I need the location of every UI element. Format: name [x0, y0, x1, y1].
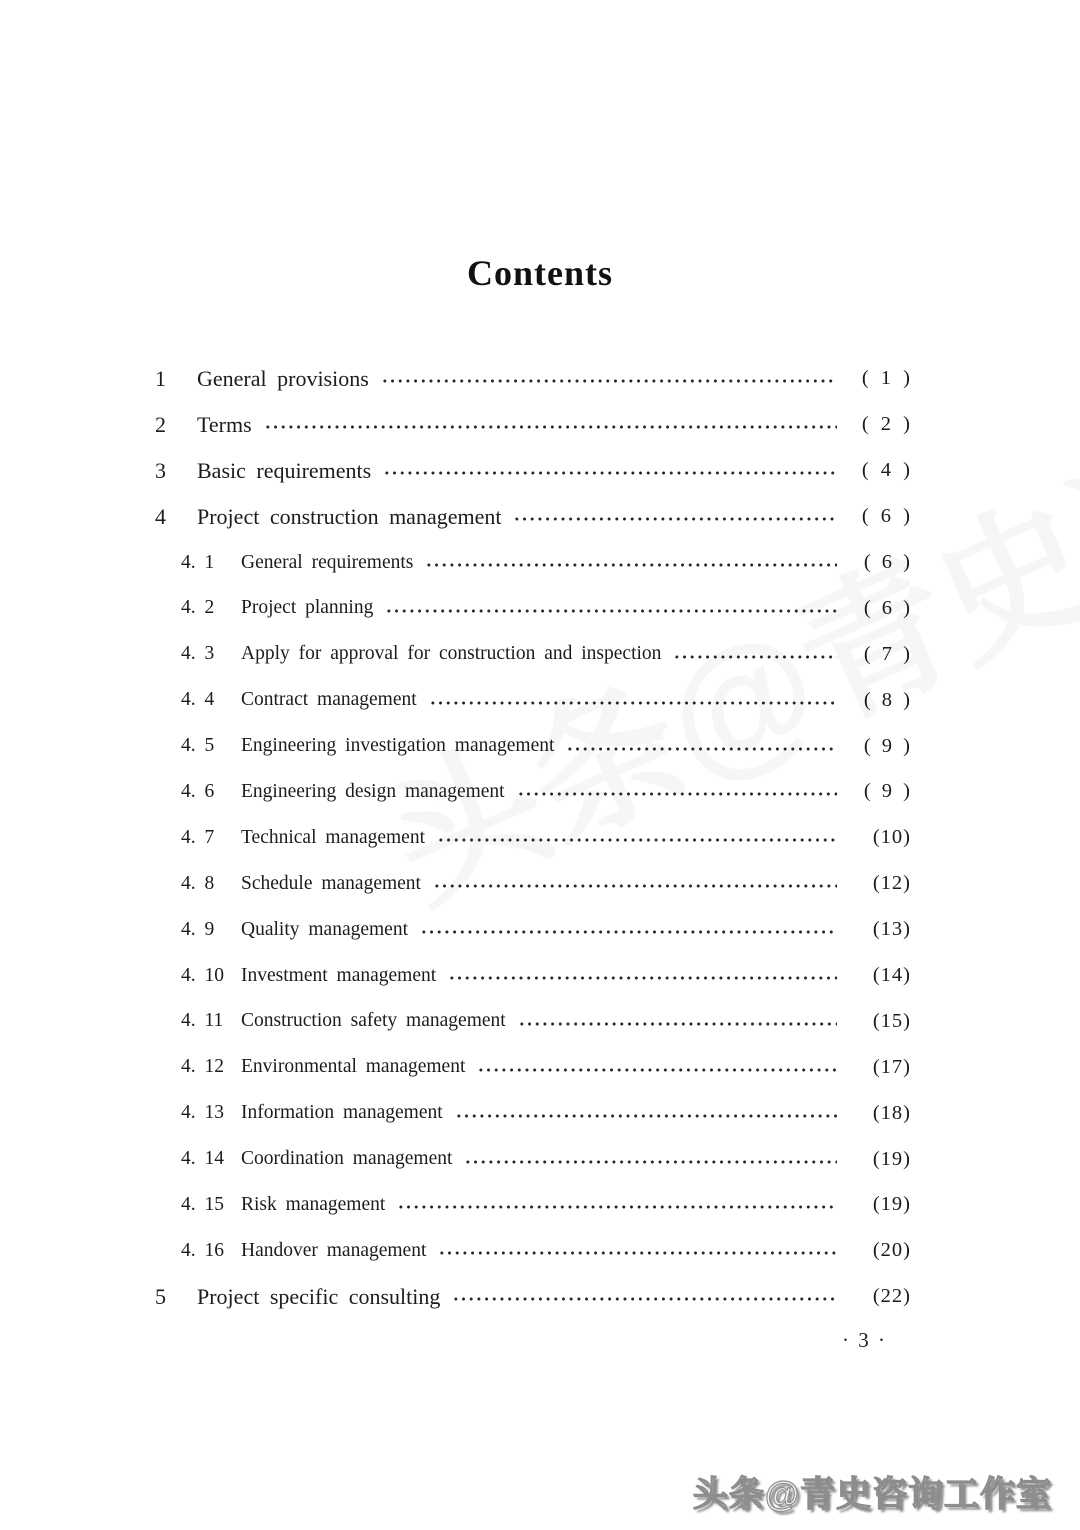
toc-entry-number: 4. 15	[181, 1193, 224, 1215]
toc-entry-page: (10)	[872, 826, 911, 849]
toc-entry-page: ( 8 )	[863, 688, 911, 711]
toc-entry-page: (20)	[872, 1239, 911, 1262]
toc-entry-title: Handover management	[241, 1239, 427, 1261]
toc-entry	[155, 356, 911, 402]
dot-leader	[437, 815, 837, 861]
toc-entry-title: Risk management	[241, 1193, 386, 1215]
toc-entry-title: Technical management	[241, 826, 426, 848]
toc-entry-title: Schedule management	[241, 872, 421, 894]
toc-entry-number: 4. 13	[181, 1102, 224, 1124]
toc-entry-number: 4. 2	[181, 597, 215, 619]
dot-leader	[420, 907, 837, 953]
dot-leader	[264, 402, 837, 448]
toc-entry-page: ( 7 )	[863, 642, 911, 665]
toc-entry-title: Terms	[197, 411, 252, 437]
toc-entry-page: (19)	[872, 1193, 911, 1216]
toc-entry-title: Apply for approval for construction and inspection	[241, 643, 662, 665]
toc-entry	[155, 631, 911, 677]
toc-entry	[155, 540, 911, 586]
toc-entry-number: 4. 14	[181, 1148, 224, 1170]
toc-entry-page: (22)	[872, 1285, 911, 1308]
dot-leader	[566, 723, 837, 769]
toc-entry-page: ( 6 )	[863, 551, 911, 573]
toc-entry	[155, 494, 911, 540]
toc-entry-number: 4. 1	[181, 551, 215, 573]
toc-entry-title: Investment management	[241, 964, 437, 986]
toc-entry-page: ( 9 )	[863, 734, 911, 757]
toc-entry	[155, 769, 911, 815]
toc-entry-number: 1	[155, 365, 166, 391]
dot-leader	[385, 585, 837, 631]
toc-entry	[155, 953, 911, 999]
toc-entry-number: 3	[155, 457, 166, 483]
toc-entry-title: Environmental management	[241, 1056, 466, 1078]
toc-entry	[155, 1090, 911, 1136]
toc-entry-title: General requirements	[241, 551, 414, 573]
toc-entry	[155, 585, 911, 631]
toc-entry-title: Project specific consulting	[197, 1283, 441, 1309]
toc-entry-number: 4	[155, 503, 166, 529]
toc-entry-title: Coordination management	[241, 1148, 453, 1170]
toc-entry	[155, 861, 911, 907]
toc-entry	[155, 402, 911, 448]
dot-leader	[381, 356, 837, 402]
toc-entry-page: ( 4 )	[861, 459, 911, 482]
dot-leader	[433, 861, 837, 907]
dot-leader	[513, 494, 837, 540]
toc-entry	[155, 907, 911, 953]
toc-entry-title: Project planning	[241, 597, 374, 619]
toc-entry-page: ( 2 )	[861, 413, 911, 436]
dot-leader	[673, 631, 837, 677]
toc-entry-number: 4. 8	[181, 872, 215, 894]
page-number: · 3 ·	[842, 1328, 887, 1352]
toc-entry-page: ( 6 )	[861, 505, 911, 528]
toc-entry-page: ( 6 )	[863, 596, 911, 619]
toc-entry-title: Basic requirements	[197, 457, 372, 483]
toc-entry	[155, 677, 911, 723]
toc-entry-number: 4. 12	[181, 1056, 224, 1078]
toc-entry-number: 4. 10	[181, 964, 224, 986]
corner-watermark: 头条@青史咨询工作室	[692, 1475, 1052, 1514]
toc-entry	[155, 723, 911, 769]
toc-entry	[155, 1044, 911, 1090]
toc-entry-number: 4. 3	[181, 643, 215, 665]
toc-entry-title: Information management	[241, 1102, 443, 1124]
toc-entry-title: Engineering investigation management	[241, 735, 555, 757]
toc-entry-page: ( 1 )	[861, 367, 911, 390]
toc-entry-number: 4. 16	[181, 1239, 224, 1261]
toc-entry-number: 4. 7	[181, 826, 215, 848]
dot-leader	[429, 677, 837, 723]
toc-entry-title: Project construction management	[197, 503, 502, 529]
dot-leader	[464, 1136, 837, 1182]
toc-entry-number: 4. 9	[181, 918, 215, 940]
toc-entry-page: (18)	[872, 1101, 911, 1124]
toc-entry	[155, 448, 911, 494]
toc-entry-title: General provisions	[197, 365, 369, 391]
toc-entry-page: (17)	[872, 1055, 911, 1078]
dot-leader	[517, 769, 837, 815]
toc-entry-title: Engineering design management	[241, 780, 505, 802]
dot-leader	[438, 1228, 837, 1274]
contents-title: Contents	[466, 253, 613, 294]
toc-entry	[155, 1136, 911, 1182]
toc-entry-number: 4. 11	[181, 1010, 224, 1032]
toc-entry-number: 2	[155, 411, 166, 437]
toc-entry-title: Contract management	[241, 689, 417, 711]
toc-entry-number: 4. 4	[181, 689, 215, 711]
dot-leader	[455, 1090, 837, 1136]
dot-leader	[425, 540, 837, 586]
toc-entry	[155, 1274, 911, 1320]
dot-leader	[383, 448, 837, 494]
toc-entry-page: (14)	[872, 964, 911, 987]
toc-entry-number: 4. 5	[181, 735, 215, 757]
toc-entry-page: (15)	[872, 1009, 911, 1032]
toc-entry-title: Quality management	[241, 918, 408, 940]
toc-entry	[155, 1228, 911, 1274]
dot-leader	[477, 1044, 837, 1090]
table-of-contents	[155, 356, 911, 1320]
toc-entry-page: ( 9 )	[863, 780, 911, 803]
dot-leader	[397, 1182, 837, 1228]
toc-entry-page: (12)	[872, 872, 911, 895]
toc-entry	[155, 815, 911, 861]
dot-leader	[518, 998, 837, 1044]
toc-entry-number: 4. 6	[181, 780, 215, 802]
toc-entry-page: (19)	[872, 1147, 911, 1170]
dot-leader	[452, 1274, 837, 1320]
toc-entry	[155, 998, 911, 1044]
toc-entry-page: (13)	[872, 918, 911, 941]
toc-entry	[155, 1182, 911, 1228]
dot-leader	[448, 953, 837, 999]
toc-entry-title: Construction safety management	[241, 1010, 506, 1032]
toc-entry-number: 5	[155, 1283, 166, 1309]
